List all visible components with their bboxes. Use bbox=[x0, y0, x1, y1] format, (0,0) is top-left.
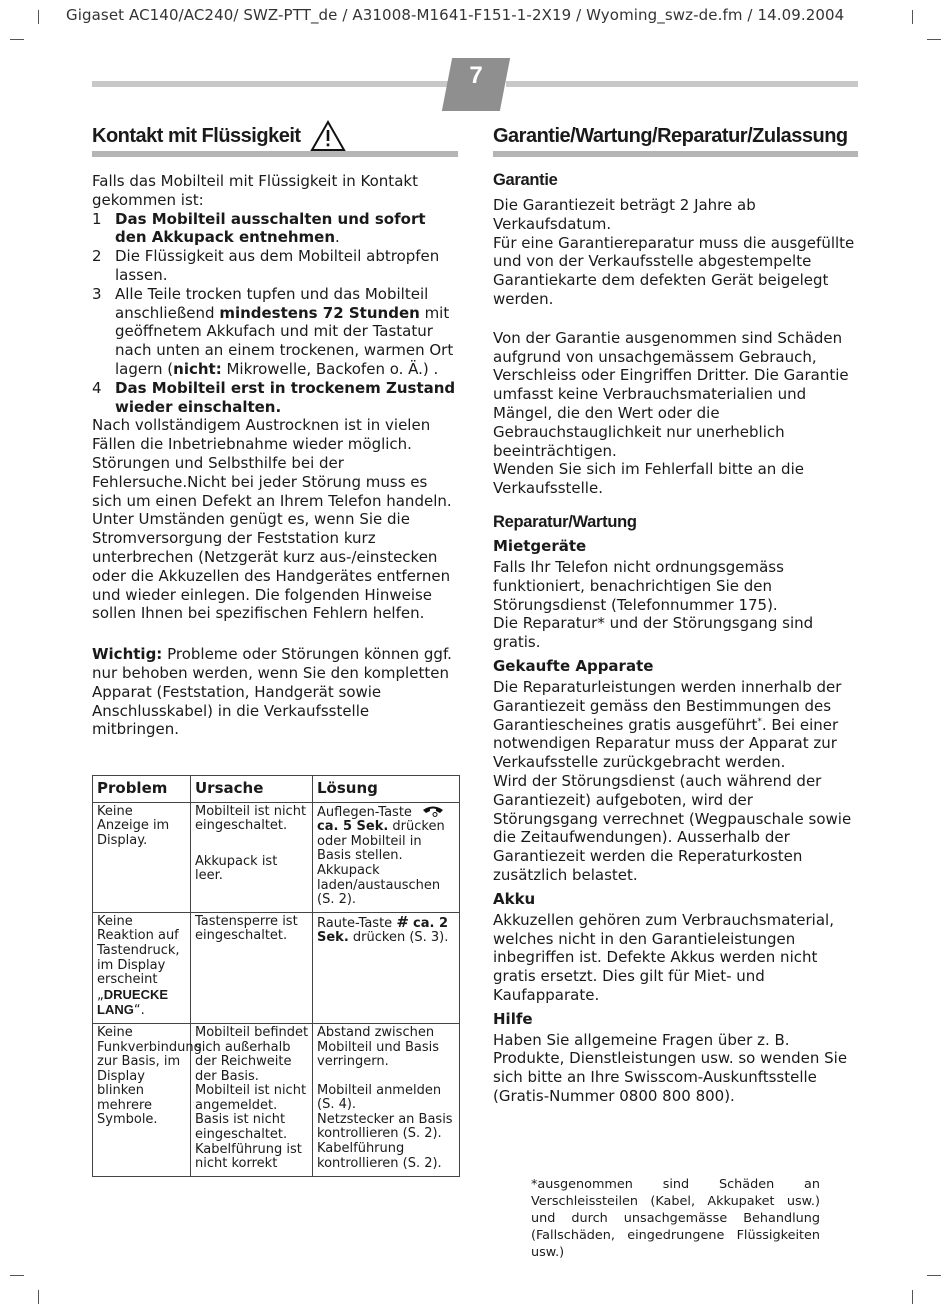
crop-mark bbox=[10, 1275, 24, 1276]
step-text: mit geöffnetem Akkufach und mit der Tastatur nach unten an einem trockenen, warmen Ort lagern ( bbox=[115, 303, 454, 378]
troubleshooting-table bbox=[92, 775, 460, 1177]
right-column bbox=[493, 124, 858, 1106]
top-rule-left bbox=[92, 81, 452, 87]
column-header: Problem bbox=[93, 776, 191, 803]
solution-bold: ca. 2 Sek. bbox=[317, 915, 449, 946]
solution-cell bbox=[313, 912, 460, 1023]
paragraph: Unter Umständen genügt es, wenn Sie die Stromversorgung der Feststation kurz unterbrechen (Netzgerät kurz aus-/einstecken oder die Akkuzellen des Handgerätes entfernen und wieder einlegen. Die folgenden Hinweise sollen Ihnen bei spezifischen Fehlern helfen. bbox=[92, 510, 451, 623]
steps-list bbox=[92, 210, 458, 417]
crop-mark bbox=[38, 1290, 39, 1304]
list-item bbox=[92, 210, 458, 248]
subheading-hilfe: Hilfe bbox=[493, 1009, 533, 1028]
solution-text: Abstand zwischen Mobilteil und Basis verringern. bbox=[317, 1024, 440, 1070]
step-text: Alle Teile trocken tupfen und das Mobilteil anschließend bbox=[115, 284, 429, 322]
crop-mark bbox=[38, 10, 39, 24]
list-item bbox=[92, 379, 458, 417]
table-header-row bbox=[93, 776, 460, 803]
paragraph: Akkuzellen gehören zum Verbrauchsmaterial, welches nicht in den Garantieleistungen inbegriffen ist. Defekte Akkus werden nicht gratis ersetzt. Dies gilt für Miet- und Kaufapparate. bbox=[493, 910, 834, 1004]
column-header: Lösung bbox=[313, 776, 460, 803]
crop-mark bbox=[927, 39, 941, 40]
cause-text: Basis ist nicht eingeschaltet. bbox=[195, 1112, 288, 1143]
subheading-mietgeraete: Mietgeräte bbox=[493, 536, 587, 555]
problem-cell bbox=[93, 912, 191, 1023]
paragraph-text: . Bei einer notwendigen Reparatur muss der Apparat zur Verkaufsstelle zurückgebracht werden. bbox=[493, 715, 839, 772]
table-row bbox=[93, 1023, 460, 1176]
step-bold-text: mindestens 72 Stunden bbox=[219, 303, 420, 322]
crop-mark bbox=[10, 39, 24, 40]
footnote: *ausgenommen sind Schäden an Verschleissteilen (Kabel, Akkupaket usw.) und durch unsachgemässe Behandlung (Fallschäden, eingedrungene Flüssigkeiten usw.) bbox=[531, 1177, 820, 1260]
step-text: Die Flüssigkeit aus dem Mobilteil abtropfen lassen. bbox=[115, 247, 440, 284]
footnote-marker: * bbox=[757, 716, 762, 727]
step-number: 2 bbox=[92, 247, 102, 266]
important-label: Wichtig: bbox=[92, 645, 163, 664]
paragraph: Wird der Störungsdienst (auch während der Garantiezeit) aufgeboten, wird der Störungsgang verrechnet (Wegpauschale sowie die Zeitaufwendungen). Ausserhalb der Garantiezeit werden die Reperaturkosten zusätzlich belastet. bbox=[493, 771, 852, 884]
section-title-warranty: Garantie/Wartung/Reparatur/Zulassung bbox=[493, 124, 858, 157]
subheading-akku: Akku bbox=[493, 889, 536, 908]
step-bold-text: nicht: bbox=[173, 359, 222, 378]
step-number: 1 bbox=[92, 209, 102, 228]
solution-text: Netzstecker an Basis kontrollieren (S. 2). bbox=[317, 1111, 453, 1142]
cause-cell bbox=[191, 802, 313, 912]
subheading-garantie: Garantie bbox=[493, 171, 558, 189]
cause-text: Mobilteil befindet sich außerhalb der Reichweite der Basis. bbox=[195, 1024, 309, 1084]
crop-mark bbox=[912, 1290, 913, 1304]
solution-post: drücken (S. 3). bbox=[348, 930, 449, 946]
cause-cell bbox=[191, 1023, 313, 1176]
problem-cell: Keine Anzeige im Display. bbox=[93, 802, 191, 912]
running-header: Gigaset AC140/AC240/ SWZ-PTT_de / A31008-M1641-F151-1-2X19 / Wyoming_swz-de.fm / 14.09.2004 bbox=[66, 6, 845, 24]
solution-cell bbox=[313, 802, 460, 912]
cause-text: Akkupack ist leer. bbox=[195, 853, 278, 884]
intro-text: Falls das Mobilteil mit Flüssigkeit in Kontakt gekommen ist: bbox=[92, 172, 418, 209]
solution-pre: Auflegen-Taste bbox=[317, 804, 412, 820]
left-column bbox=[92, 124, 458, 739]
paragraph: Für eine Garantiereparatur muss die ausgefüllte und von der Verkaufsstelle abgestempelte Garantiekarte dem defekten Gerät beigelegt werden. bbox=[493, 233, 855, 308]
cause-cell: Tastensperre ist eingeschaltet. bbox=[191, 912, 313, 1023]
problem-pre: Keine Reaktion auf Tastendruck, im Display erscheint „ bbox=[97, 913, 180, 1003]
problem-cell: Keine Funkverbindung zur Basis, im Display blinken mehrere Symbole. bbox=[93, 1023, 191, 1176]
list-item bbox=[92, 247, 458, 285]
warning-triangle-icon bbox=[310, 120, 346, 152]
step-bold-text: Das Mobilteil erst in trockenem Zustand wieder einschalten. bbox=[115, 378, 456, 416]
cause-text: Kabelführung ist nicht korrekt bbox=[195, 1141, 302, 1172]
solution-text bbox=[317, 805, 456, 864]
hash-key-icon: # bbox=[396, 912, 409, 931]
important-text: Probleme oder Störungen können ggf. nur behoben werden, wenn Sie den kompletten Apparat (Feststation, Handgerät sowie Anschlusskabel) in die Verkaufsstelle mitbringen. bbox=[92, 645, 452, 739]
subheading-gekaufte-apparate: Gekaufte Apparate bbox=[493, 656, 654, 675]
paragraph-text: Die Reparaturleistungen werden innerhalb der Garantiezeit gemäss den Bestimmungen des Garantiescheines gratis ausgeführt bbox=[493, 677, 842, 734]
paragraph: Von der Garantie ausgenommen sind Schäden aufgrund von unsachgemässem Gebrauch, Verschleiss oder Eingriffen Dritter. Die Garantie umfasst keine Verbrauchsmaterialien und Mängel, die den Wert oder die Gebrauchstauglichkeit nur unerheblich beeinträchtigen. bbox=[493, 328, 849, 460]
solution-text: Mobilteil anmelden (S. 4). bbox=[317, 1082, 442, 1113]
cause-text: Mobilteil ist nicht angemeldet. bbox=[195, 1083, 307, 1113]
step-number: 4 bbox=[92, 378, 102, 397]
step-text: . bbox=[335, 228, 340, 247]
step-text: Mikrowelle, Backofen o. Ä.) . bbox=[221, 359, 439, 378]
step-bold-text: Das Mobilteil ausschalten und sofort den Akkupack entnehmen bbox=[115, 209, 426, 247]
table-row bbox=[93, 802, 460, 912]
solution-post: drücken oder Mobilteil in Basis stellen. bbox=[317, 819, 445, 864]
paragraph bbox=[493, 678, 858, 772]
column-header: Ursache bbox=[191, 776, 313, 803]
paragraph: Störungen und Selbsthilfe bei der Fehlersuche.Nicht bei jeder Störung muss es sich um einen Defekt an Ihrem Telefon handeln. bbox=[92, 453, 452, 510]
step-number: 3 bbox=[92, 284, 102, 303]
paragraph: Wenden Sie sich im Fehlerfall bitte an die Verkaufsstelle. bbox=[493, 460, 804, 498]
hangup-key-icon bbox=[422, 805, 444, 817]
solution-text: Akkupack laden/austauschen (S. 2). bbox=[317, 862, 441, 908]
solution-pre: Raute-Taste bbox=[317, 915, 393, 931]
section-title-text: Kontakt mit Flüssigkeit bbox=[92, 125, 301, 147]
important-note bbox=[92, 645, 458, 739]
subheading-reparatur: Reparatur/Wartung bbox=[493, 512, 637, 531]
solution-bold: ca. 5 Sek. bbox=[317, 819, 389, 835]
crop-mark bbox=[912, 10, 913, 24]
table-row bbox=[93, 912, 460, 1023]
paragraph: Die Reparatur* und der Störungsgang sind gratis. bbox=[493, 614, 814, 652]
paragraph: Nach vollständigem Austrocknen ist in vielen Fällen die Inbetriebnahme wieder möglich. bbox=[92, 416, 431, 454]
list-item bbox=[92, 285, 458, 379]
solution-text: Kabelführung kontrollieren (S. 2). bbox=[317, 1141, 442, 1171]
paragraph: Falls Ihr Telefon nicht ordnungsgemäss funktioniert, benachrichtigen Sie den Störungsdienst (Telefonnummer 175). bbox=[493, 557, 784, 614]
cause-text: Mobilteil ist nicht eingeschaltet. bbox=[195, 803, 307, 834]
top-rule-right bbox=[506, 81, 858, 87]
problem-post: “. bbox=[133, 1003, 145, 1019]
paragraph: Haben Sie allgemeine Fragen über z. B. Produkte, Dienstleistungen usw. so wenden Sie sich bitte an Ihre Swisscom-Auskunftsstelle (Gratis-Nummer 0800 800 800). bbox=[493, 1030, 848, 1106]
solution-cell bbox=[313, 1023, 460, 1176]
display-message: DRUECKE LANG bbox=[97, 986, 169, 1018]
paragraph: Die Garantiezeit beträgt 2 Jahre ab Verkaufsdatum. bbox=[493, 196, 756, 233]
section-title-fluid bbox=[92, 124, 458, 157]
crop-mark bbox=[927, 1275, 941, 1276]
page-number: 7 bbox=[469, 62, 483, 89]
